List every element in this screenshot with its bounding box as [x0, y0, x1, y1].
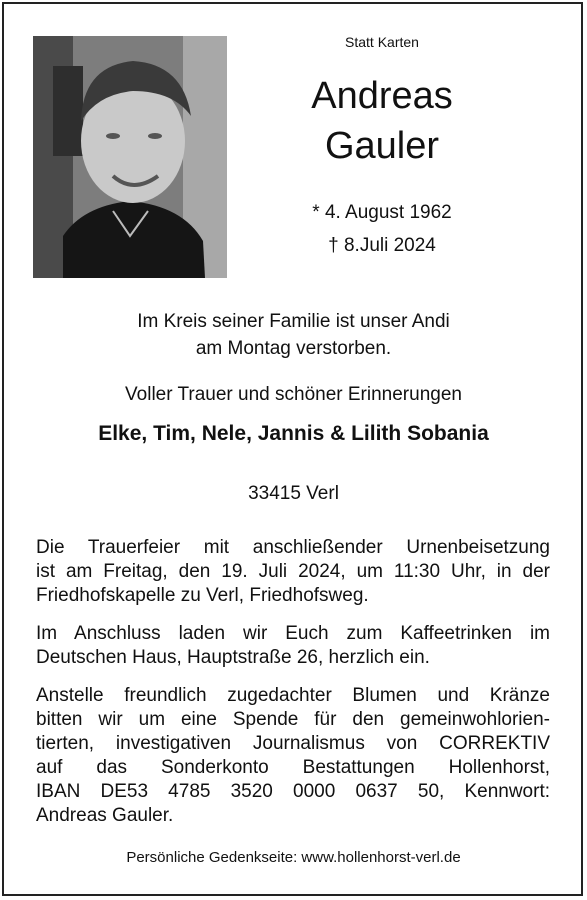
birth-date: * 4. August 1962	[312, 202, 452, 223]
announcement-line-1: Im Kreis seiner Familie ist unser Andi	[137, 311, 450, 332]
reception-line: Im Anschluss laden wir Euch zum Kaffeetrinken im	[36, 623, 550, 644]
mourners-city: 33415 Verl	[248, 483, 339, 504]
funeral-line: ist am Freitag, den 19. Juli 2024, um 11:30 Uhr, in der	[36, 561, 550, 582]
death-date: † 8.Juli 2024	[328, 235, 436, 256]
reception-paragraph	[36, 622, 550, 670]
donation-line: bitten wir um eine Spende für den gemeinwohlorien-	[36, 709, 550, 730]
announcement-line-2: am Montag verstorben.	[195, 338, 392, 359]
donation-line: auf das Sonderkonto Bestattungen Hollenhorst,	[36, 757, 550, 778]
reception-line: Deutschen Haus, Hauptstraße 26, herzlich ein.	[36, 647, 430, 668]
donation-line: IBAN DE53 4785 3520 0000 0637 50, Kennwort:	[36, 781, 550, 802]
funeral-line: Friedhofskapelle zu Verl, Friedhofsweg.	[36, 585, 369, 606]
mourners-names: Elke, Tim, Nele, Jannis & Lilith Sobania	[98, 422, 489, 445]
donation-paragraph	[36, 684, 550, 828]
last-name: Gauler	[324, 125, 440, 167]
memorial-website: Persönliche Gedenkseite: www.hollenhorst-verl.de	[126, 849, 461, 866]
donation-line: tierten, investigativen Journalismus von CORREKTIV	[36, 733, 550, 754]
donation-line: Anstelle freundlich zugedachter Blumen und Kränze	[36, 685, 550, 706]
portrait-photo	[33, 36, 227, 278]
funeral-paragraph	[36, 536, 550, 608]
statt-karten-label: Statt Karten	[345, 34, 419, 50]
first-name: Andreas	[311, 75, 453, 117]
funeral-line: Die Trauerfeier mit anschließender Urnenbeisetzung	[36, 537, 550, 558]
mourners-intro: Voller Trauer und schöner Erinnerungen	[125, 384, 462, 405]
donation-line: Andreas Gauler.	[36, 805, 174, 826]
